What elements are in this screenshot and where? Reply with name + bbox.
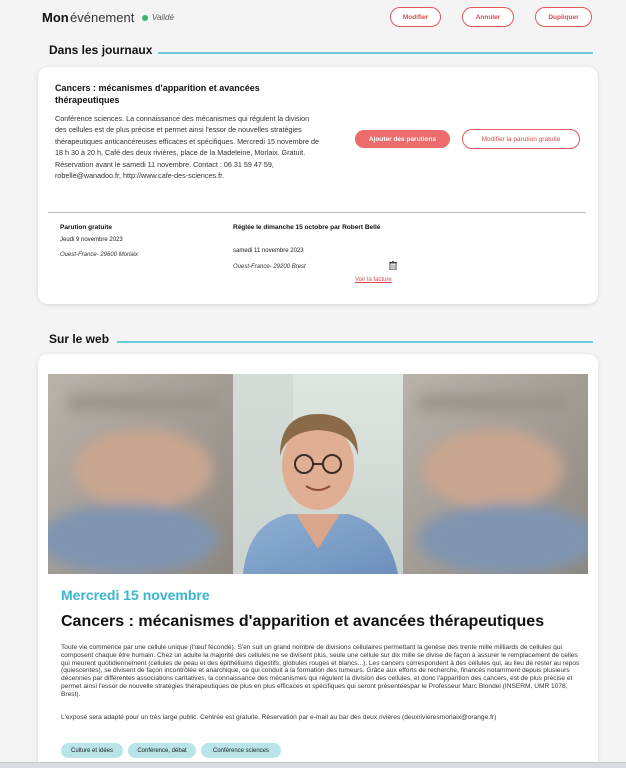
journals-heading: Dans les journaux [49,43,153,57]
page-title: événement [70,10,135,25]
page-title-bold: Mon [42,10,69,25]
duplicate-button[interactable]: Dupliquer [535,7,592,27]
add-publications-button[interactable]: Ajouter des parutions [355,130,450,148]
web-event-body-footer: L'exposé sera adapté pour un très large public. Centrée est gratuite. Réservation par e-mail au bar des deux rivières (deuxrivieresmorlaix@orange.fr) [61,714,497,721]
journals-heading-line [158,52,593,54]
paid-publication-date: samedi 11 novembre 2023 [233,248,304,254]
web-heading: Sur le web [49,332,110,346]
divider [48,212,586,213]
status-dot [142,15,148,21]
event-header [0,0,626,38]
view-invoice-link[interactable]: Voir la facture [355,277,392,283]
trash-icon[interactable] [389,261,397,270]
tag-conference-sciences[interactable]: Conférence sciences [201,743,281,758]
free-publication-date: Jeudi 9 novembre 2023 [60,237,123,243]
article-title: Cancers : mécanismes d'apparition et avancées thérapeutiques [55,83,260,105]
status-badge: Validé [152,13,174,22]
free-publication-label: Parution gratuite [60,224,113,231]
cancel-button[interactable]: Annuler [462,7,514,27]
web-event-title: Cancers : mécanismes d'apparition et avancées thérapeutiques [61,613,545,630]
modify-free-publication-button[interactable]: Modifier la parution gratuite [462,129,580,149]
event-photo [48,374,588,574]
bottom-scrollbar [0,762,626,768]
modify-button[interactable]: Modifier [390,7,441,27]
tag-culture[interactable]: Culture et idées [61,743,123,758]
web-heading-line [117,341,593,343]
paid-publication-label: Réglée le dimanche 15 octobre par Robert Bellé [233,224,381,231]
tag-conference-debat[interactable]: Conférence, débat [128,743,196,758]
web-event-body: Toute vie commence par une cellule unique (l'œuf fécondé). S'en suit un grand nombre de divisions cellulaires permettant la genèse des trente mille milliards de cellules qui composent chaque être humain. Chez un adulte la majorité des cellules ne se divisent plus, seule une cellule sur dix mille se divise de façon à assurer le remplacement de celles qui meurent quotidiennement (cellules de peau et des épithéliums digestifs, globules rouges et blancs...). Les cancers correspondent à des cellules qui, au lieu de rester au repos (quiescentes), se divisent de façon incontrôlée et anarchique, ce qui conduit à la formation des tumeurs. Grâce aux efforts de recherche, financés notamment depuis plusieurs décennies par différentes associations caritatives, la connaissance des mécanismes qui régulent la division des cellules, et donc l'apparition des cancers, est de plus précise et permet ainsi l'essor de nouvelle stratégies thérapeutiques de plus en plus efficaces et spécifiques qui seront présentéespar le Professeur Marc Blondel (INSERM, UMR 1078, Brest). [61,644,580,698]
article-description: Conférence sciences. La connaissance des mécanismes qui régulent la division des cellules est de plus précise et permet ainsi l'essor de nouvelles stratégies thérapeutiques anticancéreuses efficaces et spécifiques. Mercredi 15 novembre de 18 h 30 à 20 h, Café des deux rivières, place de la Madeleine, Morlaix. Gratuit. Réservation avant le samedi 11 novembre. Contact : 06 31 59 47 59, robelle@wanadoo.fr, http://www.cafe-des-sciences.fr. [55,114,319,181]
web-event-date: Mercredi 15 novembre [61,587,210,603]
free-publication-outlet: Ouest-France- 29600 Morlaix [60,252,139,258]
paid-publication-outlet: Ouest-France- 29200 Brest [233,264,306,270]
